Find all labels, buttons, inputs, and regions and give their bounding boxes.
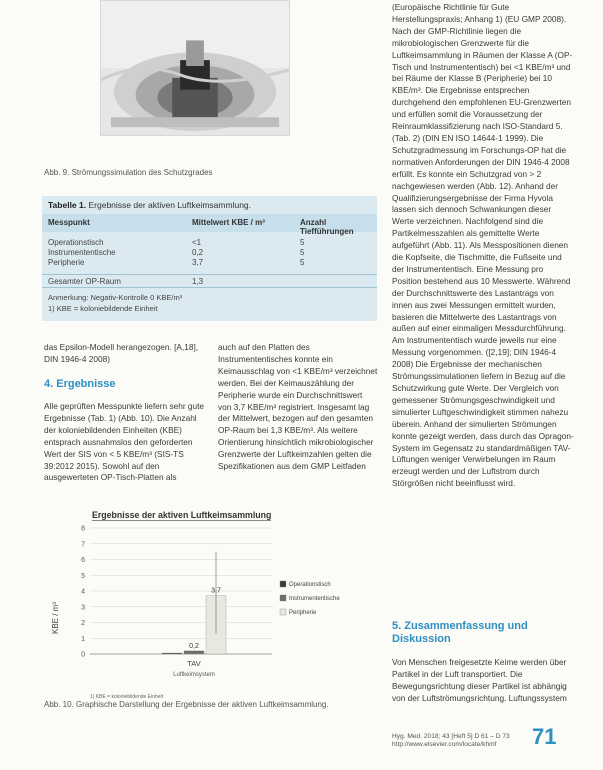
chart-y-tick-label: 6 <box>81 557 85 564</box>
table-header-row <box>42 214 377 236</box>
chart-y-tick-label: 1 <box>81 635 85 643</box>
results-chart <box>44 520 344 700</box>
simulation-image <box>101 1 289 135</box>
middle-column: auch auf den Platten des Instrumententisches konnte ein Keimausschlag von <1 KBE/m³ verzeichnet werden. Bei der Keimauszählung der Peripherie wurde ein Durchschnittswert von 3,7 KBE/m³ registriert. Insgesamt lag der Mittelwert, bezogen auf den gesamten OP-Raum bei 1,3 KBE/m³. Als weitere Orientierung hinsichtlich mikrobiologischer Grenzwerte der Luftkeimzahlen gelten die Spezifikationen aus dem GMP Leitfaden <box>218 342 378 472</box>
table-cell: Instrumententische <box>48 248 116 257</box>
legend-swatch <box>280 609 286 615</box>
figure-10-caption: Abb. 10. Graphische Darstellung der Ergebnisse der aktiven Luftkeimsammlung. <box>44 700 329 709</box>
left-column-top: das Epsilon-Modell herangezogen. [A,18], DIN 1946-4 2008) <box>44 342 199 364</box>
chart-bars <box>162 552 226 654</box>
table-label: Tabelle 1. <box>48 200 87 210</box>
chart-y-tick-label: 2 <box>81 620 85 627</box>
table-header-cell: Mittelwert KBE / m³ <box>192 218 265 227</box>
chart-y-tick-label: 3 <box>81 604 85 612</box>
table-total-row <box>42 274 377 288</box>
table-header-cell: Messpunkt <box>48 218 90 227</box>
chart-svg <box>44 520 344 700</box>
chart-bar <box>162 653 182 654</box>
chart-y-label: KBE / m³ <box>51 601 60 635</box>
table-title <box>48 200 251 210</box>
chart-bar <box>184 651 204 654</box>
chart-x-tick-label: TAV <box>187 659 201 668</box>
chart-title: Ergebnisse der aktiven Luftkeimsammlung <box>92 510 272 520</box>
table-footnote: 1) KBE = koloniebildende Einheit <box>48 304 158 313</box>
chart-y-tick-label: 5 <box>81 572 85 580</box>
simulation-figure <box>100 0 290 136</box>
figure-9-caption: Abb. 9. Strömungssimulation des Schutzgrades <box>44 168 213 177</box>
legend-label: Instrumententische <box>289 596 340 602</box>
page-number: 71 <box>532 724 557 749</box>
legend-swatch <box>280 581 286 587</box>
chart-source-note: 1) KBE = koloniebildende Einheit <box>90 694 163 700</box>
table-header-cell: Anzahl Tiefführungen <box>300 218 354 236</box>
chart-legend <box>280 581 340 616</box>
chart-data-label: 3,7 <box>211 587 221 595</box>
table-cell: 5 <box>300 248 305 257</box>
legend-label: Operationstisch <box>289 582 331 588</box>
chart-y-tick-label: 0 <box>81 651 85 659</box>
right-column: (Europäische Richtlinie für Gute Herstellungspraxis; Anhang 1) (EU GMP 2008). Nach der GMP-Richtlinie liegen die mikrobiologischen Grenzwerte für die Luftkeimsammlung in Räumen der Klasse A (OP-Tisch und Instrumententisch) bei <1 KBE/m³ und bei Räume der Klasse B (Peripherie) bei 10 KBE/m³. Die Ergebnisse entsprechen durchgehend den empfohlenen EU-Grenzwerten und erfüllen somit die Voraussetzung der Reinraumklassifizierung nach ISO-Standard 5. (Tab. 2) (DIN EN ISO 14644-1 1999). Die Schutzgradmessung im Forschungs-OP hat die normativen Anforderungen der DIN 1946-4 2008 erfüllt. Es konnte ein Schutzgrad von > 2 nachgewiesen werden (Abb. 12). Anhand der Qualifizierungsergebnisse der Firma Hyvola lassen sich dennoch Schwankungen dieser Werte verzeichnen. Nachfolgend sind die Partikelmesszahlen als gemittelte Werte aufgeführt (Abb. 11). Als Messpositionen dienen die Kopfseite, die Tischmitte, die Fußseite und der Instrumententisch. Eine Messung pro Position bestehend aus 10 Messwerte. Während der Durchschnittswerte des Lastantrags von innen aus zwei Messungen ermittelt wurden, basieren die Mittelwerte des Lastantrags von außen auf einer einmaligen Messdurchführung. Am Instrumententisch wurde jeweils nur eine Messung vorgenommen. ([2,19]; DIN 1946-4 2008) Die Ergebnisse der mechanischen Strömungssimulationen liefern in Bezug auf die Schutzwirkung gute Werte. Der Vergleich von gemessener Strömungsgeschwindigkeit und simulierter Luftgeschwindigkeit stimmen nahezu überein. Anhand der simulierten Strömungen konnte gezeigt werden, dass durch das Opragon-System im Gegensatz zu standardmäßigen TAV-Lüftungen weniger Verwirbelungen im Raum erzeugt werden und der Luftstrom durch Störgrößen nicht beeinflusst wird. <box>392 2 574 489</box>
table-row <box>42 248 377 258</box>
table-note: Anmerkung: Negativ-Kontrolle 0 KBE/m³ <box>48 293 183 302</box>
section-heading-summary: 5. Zusammenfassung und Diskussion <box>392 620 528 645</box>
table-cell: 1,3 <box>192 277 204 286</box>
left-column-body: Alle geprüften Messpunkte liefern sehr gute Ergebnisse (Tab. 1) (Abb. 10). Die Anzahl der koloniebildenden Einheiten (KBE) entsprach ausnahmslos den geforderten Wert der SIS von < 5 KBE/m³ (SIS-TS 39:2012 2015). Sowohl auf den ausgewerteten OP-Tisch-Platten als <box>44 401 205 483</box>
table-title-text: Ergebnisse der aktiven Luftkeimsammlung. <box>88 200 252 210</box>
table-cell: 5 <box>300 258 305 267</box>
table-cell: 3,7 <box>192 258 204 267</box>
legend-swatch <box>280 595 286 601</box>
chart-y-tick-label: 4 <box>81 588 85 596</box>
table-cell: 0,2 <box>192 248 204 257</box>
table-cell: <1 <box>192 238 202 247</box>
right-column-bottom: Von Menschen freigesetzte Keime werden über Partikel in der Luft transportiert. Die Bewegungsrichtung dieser Partikel ist abhängig von der Luftströmungsrichtung. Luftungssystem <box>392 657 567 703</box>
table-cell: Operationstisch <box>48 238 104 247</box>
footer-url[interactable]: http://www.elsevier.com/locate/khmf <box>392 741 497 748</box>
footer-citation <box>392 733 510 749</box>
table-cell: Gesamter OP-Raum <box>48 277 121 286</box>
table-cell: Peripherie <box>48 258 85 267</box>
table-row <box>42 258 377 268</box>
chart-grid <box>90 528 272 654</box>
chart-y-ticks <box>81 526 85 659</box>
chart-y-tick-label: 7 <box>81 541 85 549</box>
chart-y-tick-label: 8 <box>81 525 85 533</box>
table-row <box>42 238 377 248</box>
section-heading-results: 4. Ergebnisse <box>44 378 116 390</box>
table-cell: 5 <box>300 238 305 247</box>
chart-data-label: 0,2 <box>189 642 199 650</box>
footer-journal: Hyg. Med. 2018; 43 [Heft 5] D 61 – D 73 <box>392 733 510 740</box>
legend-label: Peripherie <box>289 610 317 616</box>
results-table <box>42 196 377 321</box>
chart-x-label: Luftkeimsystem <box>173 672 215 678</box>
